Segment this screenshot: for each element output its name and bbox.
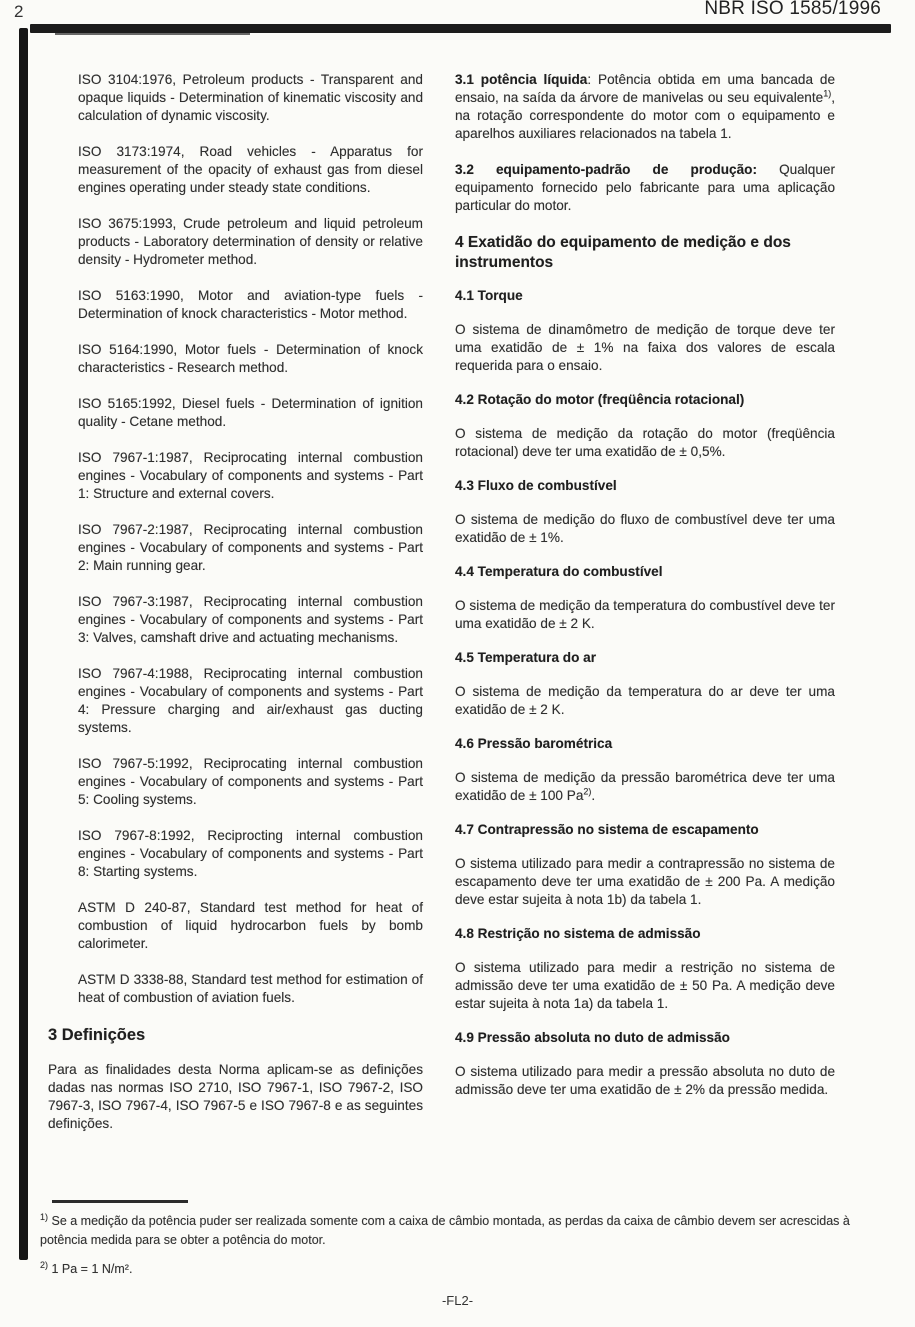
subsection-4-9-body: O sistema utilizado para medir a pressão absoluta no duto de admissão deve ter uma exatidão de ± 2% da pressão medida. <box>455 1064 835 1097</box>
footnote-marker: 2) <box>583 786 592 797</box>
page-footer: -FL2- <box>441 1293 474 1308</box>
footnote-1-marker: 1) <box>40 1211 49 1222</box>
subsection-4-8-heading: 4.8 Restrição no sistema de admissão <box>455 926 701 941</box>
subsection-4-4-body: O sistema de medição da temperatura do combustível deve ter uma exatidão de ± 2 K. <box>455 598 835 631</box>
definition-body: Qualquer equipamento fornecido pelo fabricante para uma aplicação particular do motor. <box>455 162 835 213</box>
subsection-4-3-body: O sistema de medição do fluxo de combustível deve ter uma exatidão de ± 1%. <box>455 512 835 545</box>
footnote-1: $^{1)}$ Se a medição da potência puder ser realizada somente com a caixa de câmbio montada, as perdas da caixa de câmbio devem ser acrescidas à potência medida para se obter a potência do motor. <box>40 1211 850 1247</box>
section-3-body: Para as finalidades desta Norma aplicam-se as definições dadas nas normas ISO 2710, ISO 7967-1, ISO 7967-2, ISO 7967-3, ISO 7967-4, ISO 7967-5 e ISO 7967-8 e as seguintes definições. <box>48 1062 423 1131</box>
subsection-4-2-heading: 4.2 Rotação do motor (freqüência rotacional) <box>455 392 745 407</box>
reference-paragraph: ASTM D 240-87, Standard test method for heat of combustion of liquid hydrocarbon fuels by bomb calorimeter. <box>78 900 423 951</box>
top-border-rule-artifact <box>55 33 250 35</box>
subsection-4-3-heading: 4.3 Fluxo de combustível <box>455 478 617 493</box>
definition-3-2 <box>455 161 835 215</box>
footnote-2-marker: 2) <box>40 1259 49 1270</box>
section-3-heading: 3 Definições <box>48 1026 146 1044</box>
subsection-4-7-heading: 4.7 Contrapressão no sistema de escapamento <box>455 822 759 837</box>
subsection-4-1-body: O sistema de dinamômetro de medição de torque deve ter uma exatidão de ± 1% na faixa dos valores de escala requerida para o ensaio. <box>455 322 835 373</box>
section-4-heading: 4 Exatidão do equipamento de medição e dos instrumentos <box>455 234 791 271</box>
subsection-4-5-body: O sistema de medição da temperatura do ar deve ter uma exatidão de ± 2 K. <box>455 684 835 717</box>
definition-body: , na rotação correspondente do motor com o equipamento e aparelhos auxiliares relacionados na tabela 1. <box>455 90 835 141</box>
reference-paragraph: ISO 5165:1992, Diesel fuels - Determination of ignition quality - Cetane method. <box>78 396 423 429</box>
reference-paragraph: ISO 7967-2:1987, Reciprocating internal combustion engines - Vocabulary of components and systems - Part 2: Main running gear. <box>78 522 423 573</box>
reference-paragraph: ISO 3675:1993, Crude petroleum and liquid petroleum products - Laboratory determination of density or relative density - Hydrometer method. <box>78 216 423 267</box>
reference-paragraph: ISO 3173:1974, Road vehicles - Apparatus for measurement of the opacity of exhaust gas from diesel engines operating under steady state conditions. <box>78 144 423 195</box>
subsection-4-5-heading: 4.5 Temperatura do ar <box>455 650 597 665</box>
subsection-4-1-heading: 4.1 Torque <box>455 288 523 303</box>
left-border-rule <box>19 28 28 1260</box>
reference-paragraph: ASTM D 3338-88, Standard test method for estimation of heat of combustion of aviation fuels. <box>78 972 423 1005</box>
definition-body: : Potência obtida em uma bancada de ensaio, na saída da árvore de manivelas ou seu equivalente <box>455 72 836 105</box>
footnote-marker: 1) <box>823 88 832 99</box>
reference-paragraph: ISO 7967-4:1988, Reciprocating internal combustion engines - Vocabulary of components and systems - Part 4: Pressure charging and air/exhaust gas ducting systems. <box>78 666 423 735</box>
standard-code: NBR ISO 1585/1996 <box>704 0 881 19</box>
definition-term: 3.1 potência líquida <box>455 72 588 87</box>
footnote-2: $^{2)}$ 1 Pa = 1 N/m². <box>40 1259 133 1276</box>
subsection-4-9-heading: 4.9 Pressão absoluta no duto de admissão <box>455 1030 730 1045</box>
reference-paragraph: ISO 7967-5:1992, Reciprocating internal combustion engines - Vocabulary of components and systems - Part 5: Cooling systems. <box>78 756 423 807</box>
reference-paragraph: ISO 7967-1:1987, Reciprocating internal combustion engines - Vocabulary of components and systems - Part 1: Structure and external covers. <box>78 450 423 501</box>
page-number: 2 <box>14 2 24 21</box>
subsection-4-6-heading: 4.6 Pressão barométrica <box>455 736 613 751</box>
subsection-4-8-body: O sistema utilizado para medir a restrição no sistema de admissão deve ter uma exatidão de ± 50 Pa. A medição deve estar sujeita à nota 1a) da tabela 1. <box>455 960 835 1011</box>
subsection-4-2-body: O sistema de medição da rotação do motor (freqüência rotacional) deve ter uma exatidão de ± 0,5%. <box>455 426 835 459</box>
subsection-4-7-body: O sistema utilizado para medir a contrapressão no sistema de escapamento deve ter uma exatidão de ± 200 Pa. A medição deve estar sujeita à nota 1b) da tabela 1. <box>455 856 835 907</box>
top-border-rule <box>30 24 891 33</box>
reference-paragraph: ISO 7967-8:1992, Reciprocting internal combustion engines - Vocabulary of components and systems - Part 8: Starting systems. <box>78 828 423 879</box>
reference-paragraph: ISO 3104:1976, Petroleum products - Transparent and opaque liquids - Determination of kinematic viscosity and calculation of dynamic viscosity. <box>78 72 423 123</box>
reference-paragraph: ISO 5164:1990, Motor fuels - Determination of knock characteristics - Research method. <box>78 342 423 375</box>
footnotes-block <box>40 1200 883 1289</box>
reference-paragraph: ISO 7967-3:1987, Reciprocating internal combustion engines - Vocabulary of components and systems - Part 3: Valves, camshaft drive and actuating mechanisms. <box>78 594 423 645</box>
definition-term: 3.2 equipamento-padrão de produção: <box>455 162 757 177</box>
right-column <box>455 71 835 1115</box>
footnote-separator <box>52 1200 188 1203</box>
left-column <box>48 71 423 1151</box>
subsection-4-4-heading: 4.4 Temperatura do combustível <box>455 564 663 579</box>
reference-paragraph: ISO 5163:1990, Motor and aviation-type fuels - Determination of knock characteristics - Motor method. <box>78 288 423 321</box>
subsection-4-6-body: O sistema de medição da pressão barométrica deve ter uma exatidão de ± 100 Pa$^{2)}$. <box>455 770 835 803</box>
definition-3-1 <box>455 71 835 143</box>
